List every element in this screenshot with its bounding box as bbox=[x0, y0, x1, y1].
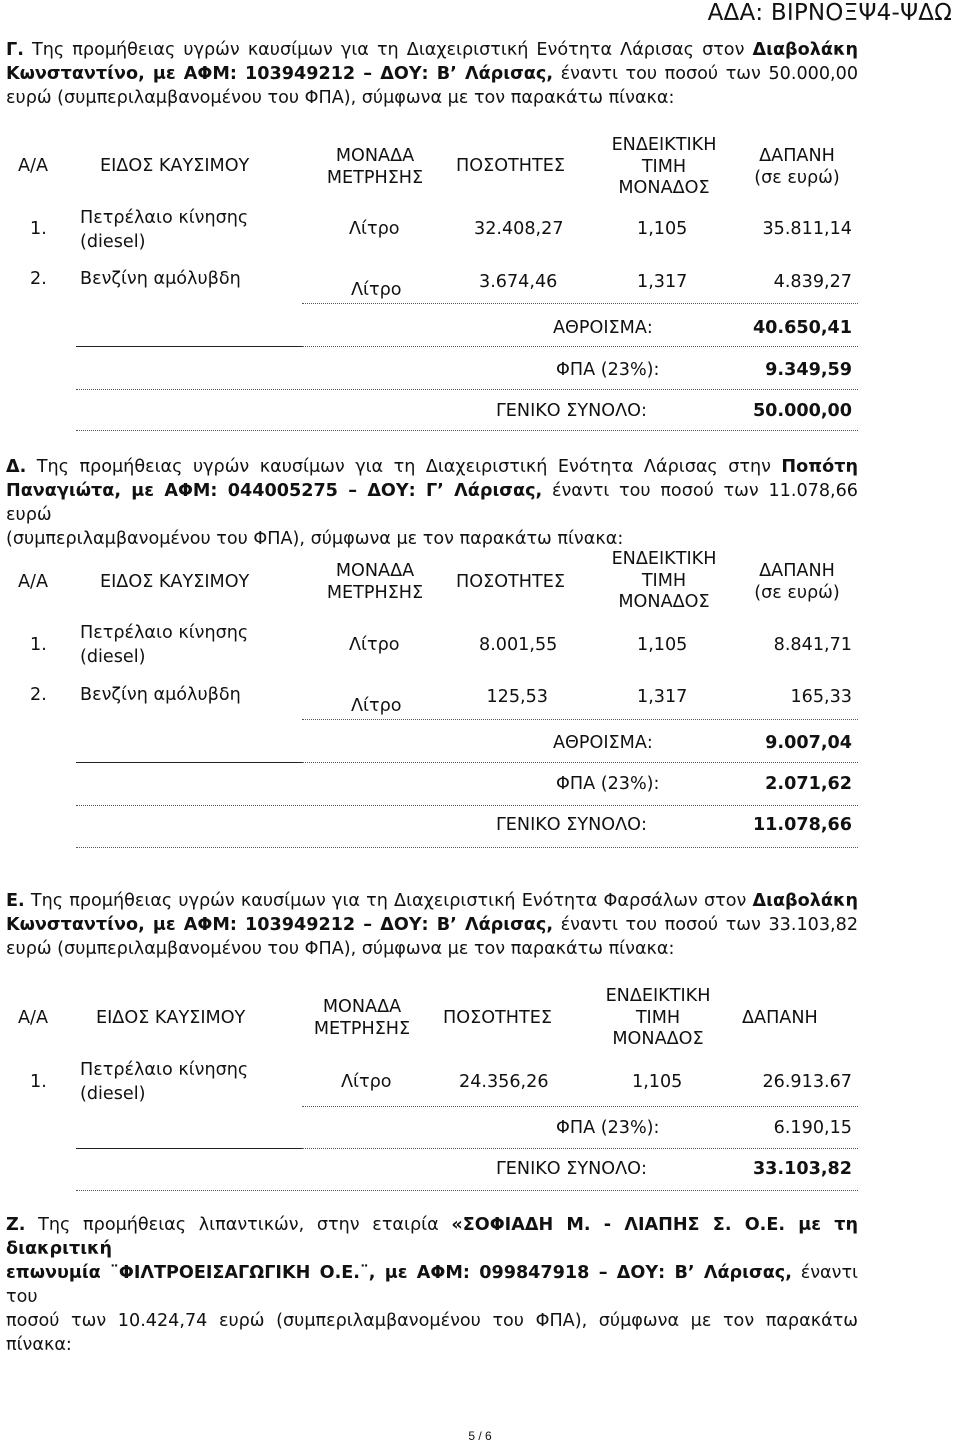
sum-value: 9.007,04 bbox=[765, 733, 852, 753]
unit: Λίτρο bbox=[351, 280, 402, 300]
vat-label: ΦΠΑ (23%): bbox=[556, 774, 660, 794]
row-number: 1. bbox=[30, 219, 47, 239]
cost: 35.811,14 bbox=[762, 219, 852, 239]
total-label: ΓΕΝΙΚΟ ΣΥΝΟΛΟ: bbox=[496, 1159, 647, 1179]
col-header-timi: ΕΝΔΕΙΚΤΙΚΗ ΤΙΜΗ ΜΟΝΑΔΟΣ bbox=[605, 986, 711, 1049]
col-header-dapani: ΔΑΠΑΝΗ bbox=[742, 1008, 818, 1028]
fuel-type-petrol: Βενζίνη αμόλυβδη bbox=[80, 685, 241, 705]
col-header-aa: Α/Α bbox=[18, 156, 48, 176]
col-header-aa: Α/Α bbox=[18, 572, 48, 592]
col-header-dapani: ΔΑΠΑΝΗ (σε ευρώ) bbox=[754, 146, 840, 188]
col-header-timi: ΕΝΔΕΙΚΤΙΚΗ ΤΙΜΗ ΜΟΝΑΔΟΣ bbox=[611, 135, 717, 198]
cost: 8.841,71 bbox=[773, 635, 852, 655]
col-header-aa: Α/Α bbox=[18, 1008, 48, 1028]
unit: Λίτρο bbox=[341, 1072, 392, 1092]
cost: 165,33 bbox=[790, 687, 852, 707]
fuel-type-petrol: Βενζίνη αμόλυβδη bbox=[80, 269, 241, 289]
vat-label: ΦΠΑ (23%): bbox=[556, 1118, 660, 1138]
vat-value: 2.071,62 bbox=[765, 774, 852, 794]
vat-value: 6.190,15 bbox=[773, 1118, 852, 1138]
unit: Λίτρο bbox=[349, 635, 400, 655]
unit-price: 1,317 bbox=[637, 687, 688, 707]
quantity: 3.674,46 bbox=[479, 272, 558, 292]
divider bbox=[76, 1148, 304, 1149]
col-header-monada: ΜΟΝΑΔΑ ΜΕΤΡΗΣΗΣ bbox=[326, 561, 424, 603]
unit: Λίτρο bbox=[349, 219, 400, 239]
col-header-eidos: ΕΙΔΟΣ ΚΑΥΣΙΜΟΥ bbox=[96, 1008, 246, 1028]
unit-price: 1,105 bbox=[632, 1072, 683, 1092]
row-number: 2. bbox=[30, 685, 47, 705]
divider bbox=[302, 1148, 858, 1149]
divider bbox=[302, 1106, 858, 1107]
row-number: 2. bbox=[30, 269, 47, 289]
total-label: ΓΕΝΙΚΟ ΣΥΝΟΛΟ: bbox=[496, 815, 647, 835]
divider bbox=[76, 346, 304, 347]
col-header-posotites: ΠΟΣΟΤΗΤΕΣ bbox=[443, 1008, 552, 1028]
unit-price: 1,317 bbox=[637, 272, 688, 292]
ada-code: ΑΔΑ: ΒΙΡΝΟΞΨ4-ΨΔΩ bbox=[707, 0, 952, 26]
cost: 4.839,27 bbox=[773, 272, 852, 292]
quantity: 24.356,26 bbox=[459, 1072, 549, 1092]
section-z-paragraph: Ζ. Της προμήθειας λιπαντικών, στην εταιρία «ΣΟΦΙΑΔΗ Μ. - ΛΙΑΠΗΣ Σ. Ο.Ε. με τη διακριτική επωνυμία ¨ΦΙΛΤΡΟΕΙΣΑΓΩΓΙΚΗ Ο.Ε.¨, με ΑΦΜ: 099847918 – ΔΟΥ: Β’ Λάρισας, έναντι του ποσού των 10.424,74 ευρώ (συμπεριλαμβανομένου του ΦΠΑ), σύμφωνα με τον παρακάτω πίνακα: bbox=[6, 1215, 859, 1355]
fuel-type-diesel-1: Πετρέλαιο κίνησης bbox=[80, 623, 249, 643]
divider bbox=[302, 719, 858, 720]
col-header-monada: ΜΟΝΑΔΑ ΜΕΤΡΗΣΗΣ bbox=[313, 997, 411, 1039]
col-header-eidos: ΕΙΔΟΣ ΚΑΥΣΙΜΟΥ bbox=[100, 572, 250, 592]
total-value: 11.078,66 bbox=[752, 815, 852, 835]
vat-value: 9.349,59 bbox=[765, 360, 852, 380]
unit: Λίτρο bbox=[351, 696, 402, 716]
col-header-monada: ΜΟΝΑΔΑ ΜΕΤΡΗΣΗΣ bbox=[326, 146, 424, 188]
divider bbox=[76, 389, 858, 390]
divider bbox=[302, 346, 858, 347]
fuel-type-diesel-2: (diesel) bbox=[80, 232, 146, 252]
unit-price: 1,105 bbox=[637, 219, 688, 239]
quantity: 32.408,27 bbox=[474, 219, 564, 239]
col-header-eidos: ΕΙΔΟΣ ΚΑΥΣΙΜΟΥ bbox=[100, 156, 250, 176]
col-header-timi: ΕΝΔΕΙΚΤΙΚΗ ΤΙΜΗ ΜΟΝΑΔΟΣ bbox=[611, 549, 717, 612]
vat-label: ΦΠΑ (23%): bbox=[556, 360, 660, 380]
section-g-paragraph: Γ. Της προμήθειας υγρών καυσίμων για τη Διαχειριστική Ενότητα Λάρισας στον Διαβολάκη Κωνσταντίνο, με ΑΦΜ: 103949212 – ΔΟΥ: Β’ Λάρισας, έναντι του ποσού των 50.000,00 ευρώ (συμπεριλαμβανομένου του ΦΠΑ), σύμφωνα με τον παρακάτω πίνακα: bbox=[6, 40, 859, 108]
total-value: 33.103,82 bbox=[752, 1159, 852, 1179]
fuel-type-diesel-2: (diesel) bbox=[80, 647, 146, 667]
sum-value: 40.650,41 bbox=[752, 318, 852, 338]
row-number: 1. bbox=[30, 635, 47, 655]
unit-price: 1,105 bbox=[637, 635, 688, 655]
divider bbox=[76, 762, 304, 763]
fuel-type-diesel-1: Πετρέλαιο κίνησης bbox=[80, 1060, 249, 1080]
divider bbox=[76, 847, 858, 848]
fuel-type-diesel-2: (diesel) bbox=[80, 1084, 146, 1104]
divider bbox=[76, 430, 858, 431]
divider bbox=[302, 762, 858, 763]
page-number: 5 / 6 bbox=[468, 1429, 492, 1443]
total-value: 50.000,00 bbox=[752, 401, 852, 421]
sum-label: ΑΘΡΟΙΣΜΑ: bbox=[553, 733, 653, 753]
col-header-posotites: ΠΟΣΟΤΗΤΕΣ bbox=[456, 156, 565, 176]
fuel-type-diesel-1: Πετρέλαιο κίνησης bbox=[80, 208, 249, 228]
section-e-paragraph: Ε. Της προμήθειας υγρών καυσίμων για τη Διαχειριστική Ενότητα Φαρσάλων στον Διαβολάκη Κωνσταντίνο, με ΑΦΜ: 103949212 – ΔΟΥ: Β’ Λάρισας, έναντι του ποσού των 33.103,82 ευρώ (συμπεριλαμβανομένου του ΦΠΑ), σύμφωνα με τον παρακάτω πίνακα: bbox=[6, 891, 859, 959]
divider bbox=[76, 805, 858, 806]
col-header-posotites: ΠΟΣΟΤΗΤΕΣ bbox=[456, 572, 565, 592]
section-d-paragraph: Δ. Της προμήθειας υγρών καυσίμων για τη Διαχειριστική Ενότητα Λάρισας στην Ποπότη Παναγιώτα, με ΑΦΜ: 044005275 – ΔΟΥ: Γ’ Λάρισας, έναντι του ποσού των 11.078,66 ευρώ (συμπεριλαμβανομένου του ΦΠΑ), σύμφωνα με τον παρακάτω πίνακα: bbox=[6, 457, 859, 549]
sum-label: ΑΘΡΟΙΣΜΑ: bbox=[553, 318, 653, 338]
quantity: 125,53 bbox=[486, 687, 548, 707]
col-header-dapani: ΔΑΠΑΝΗ (σε ευρώ) bbox=[754, 561, 840, 603]
cost: 26.913.67 bbox=[762, 1072, 852, 1092]
divider bbox=[302, 303, 858, 304]
quantity: 8.001,55 bbox=[479, 635, 558, 655]
divider bbox=[76, 1190, 858, 1191]
row-number: 1. bbox=[30, 1072, 47, 1092]
total-label: ΓΕΝΙΚΟ ΣΥΝΟΛΟ: bbox=[496, 401, 647, 421]
